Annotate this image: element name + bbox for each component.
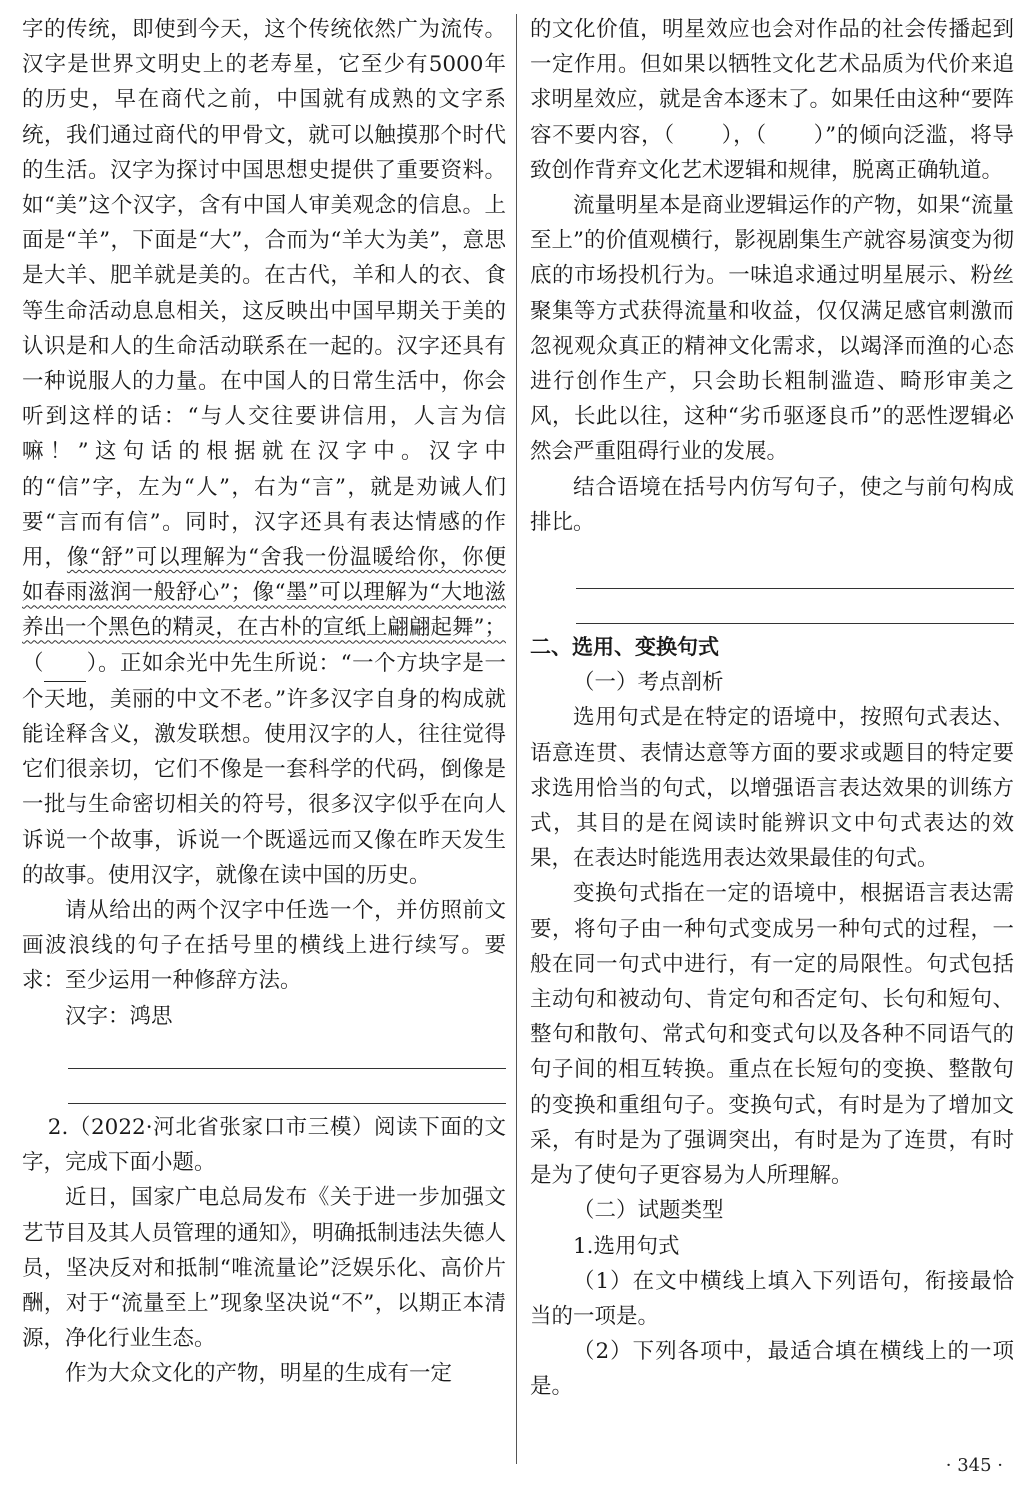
wavy-underlined-sentence: 像“舒”可以理解为“舍我一份温暖给你，你便如春雨滋润一般舒心”；像“墨”可以理解为“大地滋养出一个黑色的精灵，在古朴的宣纸上翩翩起舞”； [22,545,506,641]
column-divider [516,14,517,1464]
answer-line[interactable] [576,589,1014,624]
left-column [22,12,506,1392]
question-type-item: （2）下列各项中，最适合填在横线上的一项是。 [530,1339,1014,1400]
passage-paragraph: 近日，国家广电总局发布《关于进一步加强文艺节目及其人员管理的通知》，明确抵制违法失德人员，坚决反对和抵制“唯流量论”泛娱乐化、高价片酬，对于“流量至上”现象坚决说“不”，以期正本清源，净化行业生态。 [22,1185,506,1352]
answer-line[interactable] [68,1034,506,1069]
explanation-paragraph: 选用句式是在特定的语境中，按照句式表达、语意连贯、表情达意等方面的要求或题目的特定要求选用恰当的句式，以增强语言表达效果的训练方式，其目的是在阅读时能辨识文中句式表达的效果，在表达时能选用表达效果最佳的句式。 [530,705,1014,872]
section-title: 二、选用、变换句式 [530,635,719,660]
question-2-heading: 2.（2022·河北省张家口市三模）阅读下面的文字，完成下面小题。 [22,1114,506,1176]
page-number: · 345 · [945,1455,1003,1476]
explanation-paragraph: 变换句式指在一定的语境中，根据语言表达需要，将句子由一种句式变成另一种句式的过程，一般在同一句式中进行，有一定的局限性。句式包括主动句和被动句、肯定句和否定句、长句和短句、整句和散句、常式句和变式句以及各种不同语气的句子间的相互转换。重点在长短句的变换、整散句的变换和重组句子。变换句式，有时是为了增加文采，有时是为了强调突出，有时是为了连贯，有时是为了使句子更容易为人所理解。 [530,881,1014,1189]
question-type-heading: 1.选用句式 [573,1233,680,1259]
subsection-heading: （二）试题类型 [573,1198,724,1224]
fill-in-paren-2[interactable] [767,118,813,153]
subsection-heading: （一）考点剖析 [573,670,724,696]
question-type-item: （1）在文中横线上填入下列语句，衔接最恰当的一项是。 [530,1268,1014,1329]
passage-text-continued: 。正如余光中先生所说：“一个方块字是一个天地，美丽的中文不老。”许多汉字自身的构成就能诠释含义，激发联想。使用汉字的人，往往觉得它们很亲切，它们不像是一套科学的代码，倒像是一批与生命密切相关的符号，很多汉字似乎在向人诉说一个故事，诉说一个既遥远而又像在昨天发生的故事。使用汉字，就像在读中国的历史。 [22,650,506,888]
passage-paragraph [530,12,1014,188]
fill-in-paren-1[interactable] [675,118,721,153]
answer-line[interactable] [68,1069,506,1104]
question-prompt: 结合语境在括号内仿写句子，使之与前句构成排比。 [530,474,1014,535]
passage-text: 的文化价值，明星效应也会对作品的社会传播起到一定作用。但如果以牺牲文化艺术品质为代价来追求明星效应，就是舍本逐末了。如果任由这种“要阵容不要内容，（ [530,17,1014,148]
passage-paragraph: 作为大众文化的产物，明星的生成有一定 [65,1361,453,1387]
blank-open-paren: （ [22,650,45,676]
passage-text-continued: ）”的倾向泛滥，将导致创作背弃文化艺术逻辑和规律，脱离正确轨道。 [530,122,1014,183]
fill-in-blank[interactable] [44,646,86,682]
blank-close-paren: ） [86,650,98,676]
hanzi-options: 汉字：鸿思 [65,1003,173,1029]
paren-separator: ），（ [720,122,767,148]
question-prompt: 请从给出的两个汉字中任选一个，并仿照前文画波浪线的句子在括号里的横线上进行续写。要求：至少运用一种修辞方法。 [22,898,506,994]
passage-paragraph: 流量明星本是商业逻辑运作的产物，如果“流量至上”的价值观横行，影视剧集生产就容易演变为彻底的市场投机行为。一味追求通过明星展示、粉丝聚集等方式获得流量和收益，仅仅满足感官刺激而忽视观众真正的精神文化需求，以竭泽而渔的心态进行创作生产，只会助长粗制滥造、畸形审美之风，长此以往，这种“劣币驱逐良币”的恶性逻辑必然会严重阻碍行业的发展。 [530,193,1014,465]
right-column [530,12,1014,1405]
passage-hanzi [22,12,506,893]
answer-line[interactable] [576,554,1014,589]
passage-text: 字的传统，即使到今天，这个传统依然广为流传。汉字是世界文明史上的老寿星，它至少有5000年的历史，早在商代之前，中国就有成熟的文字系统，我们通过商代的甲骨文，就可以触摸那个时代的生活。汉字为探讨中国思想史提供了重要资料。如“美”这个汉字，含有中国人审美观念的信息。上面是“羊”，下面是“大”，合而为“羊大为美”，意思是大羊、肥羊就是美的。在古代，羊和人的衣、食等生命活动息息相关，这反映出中国早期关于美的认识是和人的生命活动联系在一起的。汉字还具有一种说服人的力量。在中国人的日常生活中，你会听到这样的话：“与人交往要讲信用，人言为信嘛！”这句话的根据就在汉字中。汉字中的“信”字，左为“人”，右为“言”，就是劝诫人们要“言而有信”。同时，汉字还具有表达情感的作用， [22,17,506,571]
